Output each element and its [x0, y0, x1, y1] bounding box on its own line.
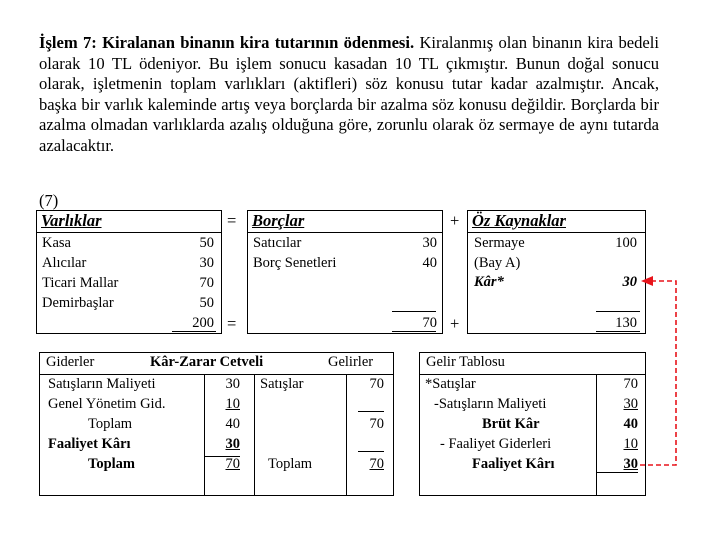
gelir-value: 70: [369, 416, 384, 432]
gelirler-header: Gelirler: [328, 354, 374, 370]
oz-kaynak-name: Sermaye: [474, 235, 525, 251]
oz-kaynaklar-total: 130: [615, 315, 637, 331]
gider-grand-total-label: Toplam: [88, 456, 136, 472]
gider-value: 10: [225, 396, 240, 412]
gider-name: Satışların Maliyeti: [48, 376, 156, 392]
gt-faaliyet-kari-label: Faaliyet Kârı: [472, 456, 555, 472]
gt-row-name: -Satışların Maliyeti: [434, 396, 547, 412]
gt-row-value: 70: [623, 376, 638, 392]
paragraph-heading: İşlem 7: Kiralanan binanın kira tutarının ödenmesi.: [39, 33, 415, 52]
equals-sign: =: [227, 314, 237, 333]
plus-sign: +: [450, 314, 460, 333]
varlik-name: Alıcılar: [42, 255, 87, 271]
kar-zarar-title: Kâr-Zarar Cetveli: [150, 354, 264, 370]
gider-value: 30: [225, 376, 240, 392]
arrow-dashed-line: [640, 281, 676, 465]
gider-grand-total: 70: [204, 456, 240, 472]
faaliyet-kari-value: 30: [225, 436, 240, 452]
gt-faaliyet-kari-value: 30: [596, 456, 638, 473]
step-label: (7): [39, 191, 59, 210]
gt-row-name: *Satışlar: [425, 376, 476, 392]
gt-row-value: 10: [623, 436, 638, 452]
equals-sign: =: [227, 211, 237, 230]
gt-row-value: 30: [623, 396, 638, 412]
oz-kaynaklar-title: Öz Kaynaklar: [472, 211, 566, 230]
gelir-toplam-label: Toplam: [268, 456, 313, 472]
faaliyet-kari-label: Faaliyet Kârı: [48, 436, 131, 452]
borc-value: 30: [422, 235, 437, 251]
kar-label: Kâr*: [474, 274, 504, 290]
paragraph-body: Kiralanmış olan binanın kira bedeli olarak 10 TL ödeniyor. Bu işlem sonucu kasadan 10 TL çıkmıştır. Bunun doğal sonucu olarak, işletmenin toplam varlıkları (aktifleri) söz konusu tutar kadar azalmıştır. Ancak, başka bir varlık kaleminde artış veya borçlarda bir azalma söz konusu değildir. Borçlarda bir azalma olmadan varlıklarda azalış olduğuna göre, zorunlu olarak öz sermaye de aynı tutarda azalacaktır.: [39, 33, 659, 155]
brut-kar-value: 40: [623, 416, 638, 432]
varliklar-title: Varlıklar: [41, 211, 102, 230]
varlik-name: Demirbaşlar: [42, 295, 114, 311]
varlik-name: Kasa: [42, 235, 71, 251]
gider-name: Genel Yönetim Gid.: [48, 396, 166, 412]
borclar-title: Borçlar: [252, 211, 305, 230]
varlik-name: Ticari Mallar: [42, 275, 119, 291]
giderler-header: Giderler: [46, 354, 95, 370]
arrow-head-icon: [641, 276, 653, 286]
brut-kar-label: Brüt Kâr: [482, 416, 540, 432]
kar-value: 30: [622, 274, 637, 290]
gt-row-name: - Faaliyet Giderleri: [440, 436, 552, 452]
varlik-value: 50: [199, 235, 214, 251]
plus-sign: +: [450, 211, 460, 230]
gelir-value: 70: [369, 376, 384, 392]
borc-name: Borç Senetleri: [253, 255, 337, 271]
gider-toplam-label: Toplam: [88, 416, 133, 432]
varlik-value: 50: [199, 295, 214, 311]
varlik-value: 70: [199, 275, 214, 291]
gelir-tablosu-title: Gelir Tablosu: [426, 354, 505, 370]
varliklar-total: 200: [192, 315, 214, 331]
borc-name: Satıcılar: [253, 235, 302, 251]
borc-value: 40: [422, 255, 437, 271]
oz-kaynak-value: 100: [615, 235, 637, 251]
gider-value: 40: [225, 416, 240, 432]
varlik-value: 30: [199, 255, 214, 271]
gelir-name: Satışlar: [260, 376, 304, 392]
gelir-grand-total: 70: [369, 456, 384, 472]
oz-kaynak-name: (Bay A): [474, 255, 521, 271]
borclar-total: 70: [422, 315, 437, 331]
